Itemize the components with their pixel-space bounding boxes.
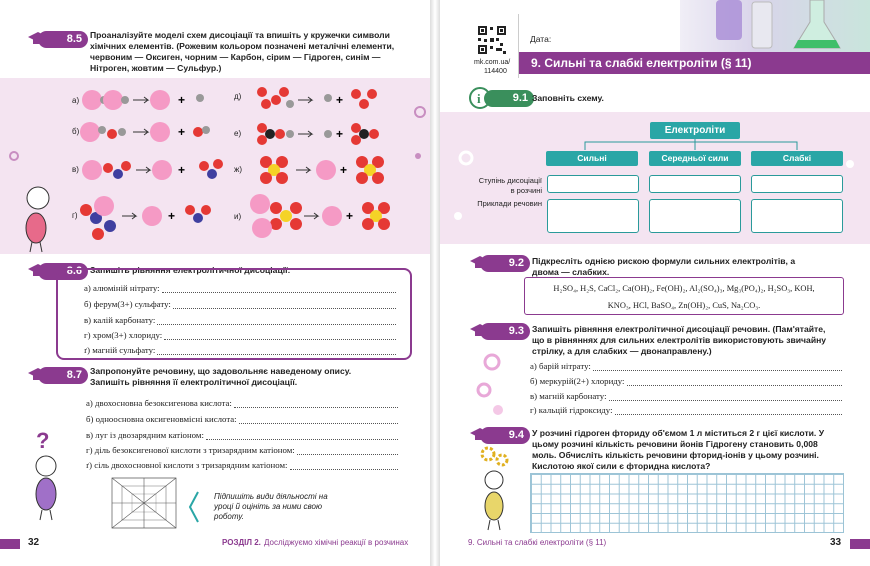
chapter-title: 9. Сильні та слабкі електроліти (§ 11) [519,52,870,74]
flask-icon [680,0,870,52]
task-number-9-4: 9.4 [480,427,530,444]
task-number-9-1: 9.1 [484,90,534,107]
answer-line[interactable]: а) двохосновна безоксигенова кислота: [86,398,398,408]
footer-section-title: Досліджуємо хімічні реакції в розчинах [264,538,409,547]
formula-line-1[interactable]: H₂SO₄, H₂S, CaCl₂, Ca(OH)₂, Fe(OH)₂, Al₂(SO₄)₃, Mg₃(PO₄)₂, H₂SO₃, KOH, [553,284,815,293]
page-bar [850,539,870,549]
answer-line[interactable]: ґ) магній сульфату: [84,345,396,355]
model-label-a: а) [72,96,80,105]
footer-section: РОЗДІЛ 2. [222,538,261,547]
answer-line[interactable]: ґ) сіль двохосновної кислоти з тризарядним катіоном: [86,460,398,470]
decorative-circles [470,352,510,422]
task-8-6-text: Запишіть рівняння електролітичної дисоціації: [90,265,291,275]
answer-line[interactable]: б) меркурій(2+) хлориду: [530,376,842,386]
svg-text:+: + [178,163,186,177]
thinking-character-illustration [474,444,524,534]
answer-line[interactable]: г) кальцій гідроксиду: [530,405,842,415]
answer-line[interactable]: а) барій нітрату: [530,361,842,371]
qr-url[interactable]: mk.com.ua/ [474,59,511,66]
svg-text:?: ? [36,428,50,453]
task-9-3-text: Запишіть рівняння електролітичної дисоціації речовин. (Пам'ятайте, що в рівняннях для сильних електролітів використовують звичайну стрілку, а для слабких — двонаправлену.) [532,324,827,356]
scheme-col-strong: Сильні [546,151,638,166]
qr-code-number: 114400 [484,68,507,75]
task-8-5-text: Проаналізуйте моделі схем дисоціації та впишіть у кружечки символи хімічних елементів. (Рожевим кольором позначені металічні елементи, червоним — Оксиген, чорним — Карбон, сірим — Гідроген, синім — Нітроген, жовтим — Сульфур.) [90,30,395,73]
svg-text:+: + [178,125,186,139]
answer-line[interactable]: в) магній карбонату: [530,391,842,401]
model-label-e: е) [234,129,242,138]
formula-list [524,277,844,315]
answer-line[interactable]: в) луг із двозарядним катіоном: [86,430,398,440]
formula-line-2[interactable]: KNO₃, HCl, BaSO₄, Zn(OH)₂, CuS, Na₂CO₃. [607,301,761,310]
dissociation-models [0,78,430,254]
page-number: 33 [830,537,842,548]
activity-web-diagram [108,474,180,532]
svg-text:+: + [168,209,176,223]
model-label-zh: ж) [234,165,243,174]
page-number: 32 [28,537,40,548]
answer-line[interactable]: б) ферум(3+) сульфату: [84,299,396,309]
task-number-9-2: 9.2 [480,255,530,272]
qr-code[interactable] [476,24,508,56]
self-assessment-note: Підпишіть види діяльності на уроці й оцініть за ними свою роботу. [214,492,328,521]
scheme-row-examples: Приклади речовин [477,199,542,208]
task-8-7-text: Запропонуйте речовину, що задовольняє наведеному опису. Запишіть рівняння її електролітичної дисоціації. [90,366,352,387]
scheme-cell[interactable] [751,175,843,193]
answer-line[interactable]: г) хром(3+) хлориду: [84,330,396,340]
question-character-illustration [20,428,80,524]
answer-line[interactable]: в) калій карбонату: [84,315,396,325]
scheme-cell[interactable] [751,199,843,233]
scheme-cell[interactable] [649,199,741,233]
task-number-8-6: 8.6 [38,263,88,280]
left-page [0,0,430,566]
svg-text:+: + [336,127,344,141]
model-label-g: г) [72,211,78,220]
task-number-9-3: 9.3 [480,323,530,340]
answer-line[interactable]: г) діль безоксигенової кислоти з тризарядним катіоном: [86,445,398,455]
chevron-left-icon [188,490,200,524]
scheme-row-degree: Ступінь дисоціації в розчині [478,176,542,195]
footer-chapter: 9. Сильні та слабкі електроліти (§ 11) [468,538,607,547]
date-label: Дата: [530,34,552,44]
page-bar [0,539,20,549]
model-label-v: в) [72,165,79,174]
task-number-8-5: 8.5 [38,31,88,48]
answer-line[interactable]: б) одноосновна оксигеновмісні кислота: [86,414,398,424]
svg-text:+: + [336,93,344,107]
answer-grid[interactable] [530,473,844,533]
task-9-2-text: Підкресліть однією рискою формули сильних електролітів, а двома — слабких. [532,256,796,277]
page-gutter [430,0,440,566]
scheme-cell[interactable] [649,175,741,193]
svg-text:+: + [346,209,354,223]
task-number-8-7: 8.7 [38,367,88,384]
model-label-b: б) [72,127,80,136]
model-label-y: и) [234,212,242,221]
scheme-cell[interactable] [547,199,639,233]
scheme-col-medium: Середньої сили [649,151,741,166]
task-9-1-text: Заповніть схему. [532,93,604,103]
scheme-col-weak: Слабкі [751,151,843,166]
scheme-cell[interactable] [547,175,639,193]
answer-line[interactable]: а) алюміній нітрату: [84,283,396,293]
svg-text:i: i [477,91,481,106]
svg-text:+: + [340,163,348,177]
task-9-4-text: У розчині гідроген фториду об'ємом 1 л міститься 2 г цієї кислоти. У цьому розчині кількість речовини йонів Гідрогену становить 0,008 моль. Обчисліть кількість речовини фторид-іонів у цьому розчині. Кислотою якої сили є фторидна кислота? [532,428,825,471]
model-label-d: д) [234,92,242,101]
svg-text:+: + [178,93,186,107]
scheme-root: Електроліти [650,122,740,139]
